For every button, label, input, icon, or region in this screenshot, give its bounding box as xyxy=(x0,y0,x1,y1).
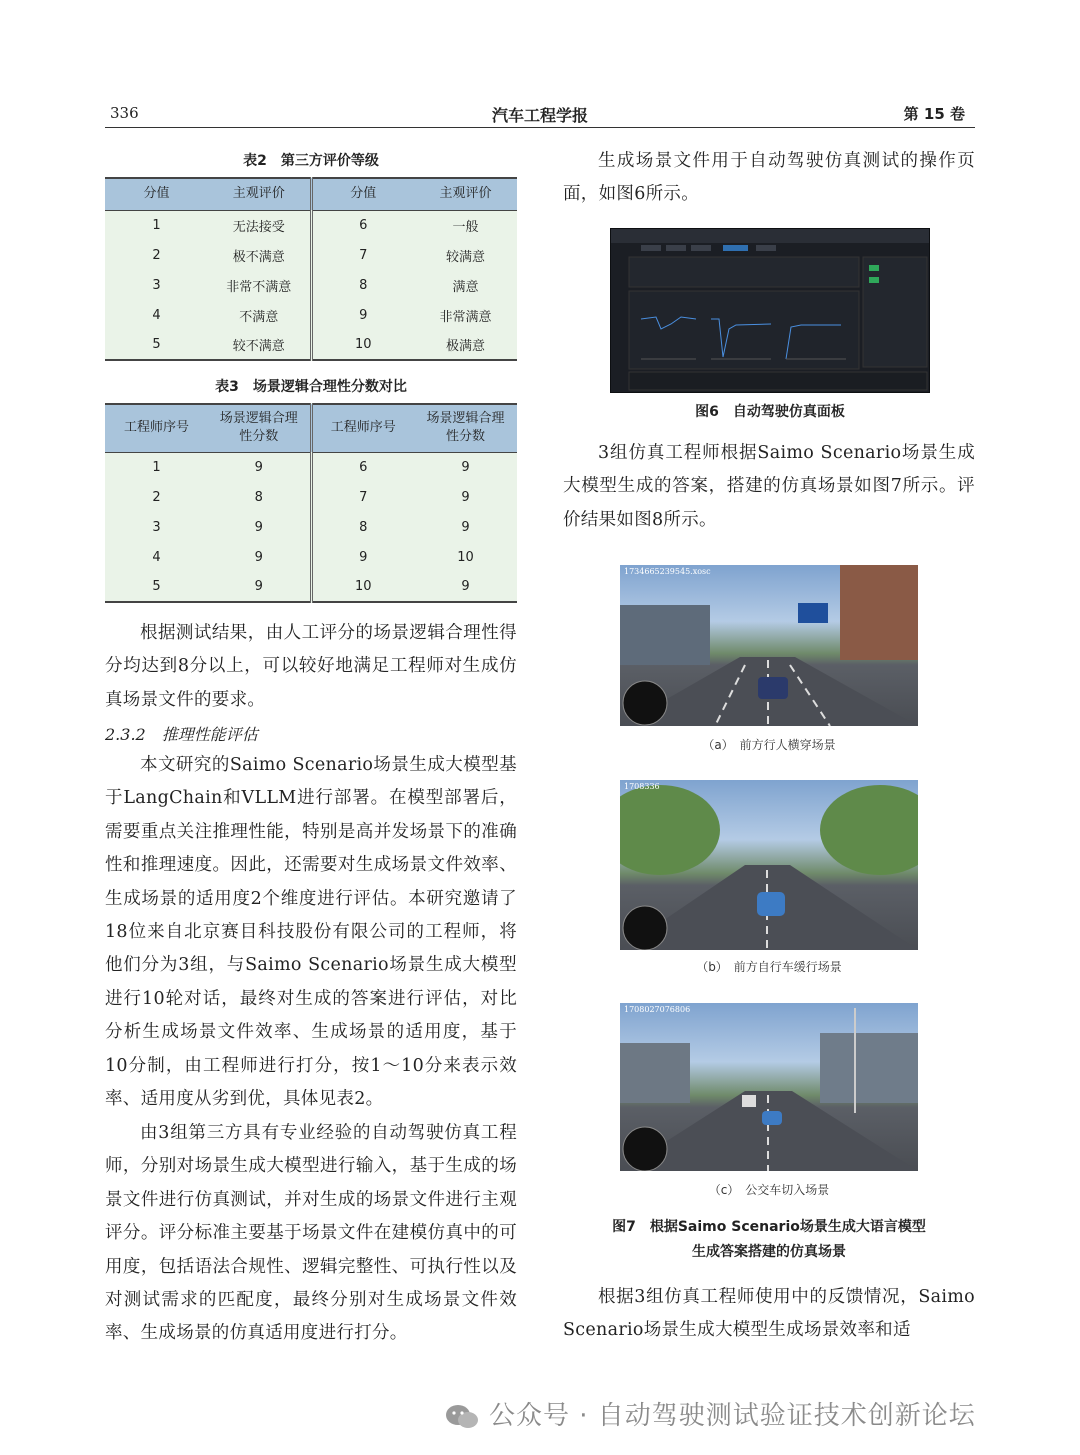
figure7-caption-line1: 图7 根据Saimo Scenario场景生成大语言模型 xyxy=(612,1219,926,1235)
table-cell: 9 xyxy=(414,572,517,602)
table-cell: 3 xyxy=(152,277,161,293)
table-cell: 1 xyxy=(152,459,161,475)
wechat-icon xyxy=(445,1404,479,1430)
scene-file-label: 1708027076806 xyxy=(624,1005,691,1014)
volume-label: 第 15 卷 xyxy=(903,105,965,123)
watermark-text: 公众号 · 自动驾驶测试验证技术创新论坛 xyxy=(489,1401,976,1431)
table-cell: 9 xyxy=(359,307,368,323)
table-row xyxy=(105,572,517,602)
figure7a-caption: （a） 前方行人横穿场景 xyxy=(702,738,836,752)
table-cell: 无法接受 xyxy=(208,210,311,240)
table-cell: 一般 xyxy=(452,219,479,235)
table-cell: 8 xyxy=(208,482,311,512)
table-row xyxy=(105,330,517,360)
table-cell: 10 xyxy=(457,549,474,565)
right-paragraph-3 xyxy=(563,1281,975,1348)
table-header-cell: 主观评价 xyxy=(208,178,311,210)
table-cell: 4 xyxy=(152,307,161,323)
paragraph-text: 根据3组仿真工程师使用中的反馈情况，Saimo Scenario场景生成大模型生成场景效率和适 xyxy=(563,1287,975,1341)
paragraph-text: 生成场景文件用于自动驾驶仿真测试的操作页面，如图6所示。 xyxy=(563,151,975,205)
table-cell: 非常满意 xyxy=(439,309,492,325)
right-paragraph-1 xyxy=(563,145,975,212)
table-row xyxy=(105,240,517,270)
paragraph-text: 3组仿真工程师根据Saimo Scenario场景生成大模型生成的答案，搭建的仿真场景如图7所示。评价结果如图8所示。 xyxy=(563,443,975,530)
figure7b-caption: （b） 前方自行车缓行场景 xyxy=(696,960,842,974)
paragraph-text: 本文研究的Saimo Scenario场景生成大模型基于LangChain和VLLM进行部署。在模型部署后，需要重点关注推理性能，特别是高并发场景下的准确性和推理速度。因此，还需要对生成场景文件效率、生成场景的适用度2个维度进行评估。本研究邀请了18位来自北京赛目科技股份有限公司的工程师，将他们分为3组，与Saimo Scenario场景生成大模型进行10轮对话，最终对生成的答案进行评估，对比分析生成场景文件效率、生成场景的适用度，基于10分制，由工程师进行打分，按1～10分来表示效率、适用度从劣到优，具体见表2。 xyxy=(105,755,517,1110)
table-row xyxy=(105,512,517,542)
table2 xyxy=(105,177,517,361)
table-cell: 非常不满意 xyxy=(208,270,311,300)
table-cell: 7 xyxy=(359,247,368,263)
figure7a-scene xyxy=(620,565,918,726)
table-cell: 9 xyxy=(359,549,368,565)
table-header-cell: 分值 xyxy=(311,178,414,210)
table-cell: 较满意 xyxy=(445,249,485,265)
page-number: 336 xyxy=(110,104,139,122)
table-cell: 9 xyxy=(461,519,470,535)
scene-file-label: 1734665239545.xosc xyxy=(624,567,711,576)
table-cell: 6 xyxy=(359,459,368,475)
table-row xyxy=(105,270,517,300)
figure6-simulation-panel xyxy=(610,228,930,393)
right-paragraph-2 xyxy=(563,437,975,537)
bus-cut-in-scene xyxy=(620,1003,918,1171)
table-cell: 8 xyxy=(359,519,368,535)
journal-title: 汽车工程学报 xyxy=(491,106,588,125)
table-cell: 不满意 xyxy=(208,300,311,330)
table-row xyxy=(105,542,517,572)
figure7c-scene xyxy=(620,1003,918,1171)
table-cell: 2 xyxy=(152,247,161,263)
left-paragraph-3 xyxy=(105,1117,517,1351)
table-header-cell: 主观评价 xyxy=(414,178,517,210)
bicycle-scene xyxy=(620,780,918,950)
table-cell: 9 xyxy=(461,459,470,475)
table-cell: 9 xyxy=(208,542,311,572)
table-cell: 满意 xyxy=(452,279,479,295)
table3-caption: 表3 场景逻辑合理性分数对比 xyxy=(215,379,407,395)
table-cell: 较不满意 xyxy=(208,330,311,360)
table-row xyxy=(105,300,517,330)
section-heading-2-3-2: 2.3.2 推理性能评估 xyxy=(105,725,258,744)
left-paragraph-2 xyxy=(105,749,517,1116)
figure7c-caption: （c） 公交车切入场景 xyxy=(708,1183,830,1197)
page-header xyxy=(105,100,975,128)
table-cell: 5 xyxy=(105,572,208,602)
table2-caption: 表2 第三方评价等级 xyxy=(243,153,379,169)
table-cell: 9 xyxy=(461,489,470,505)
paragraph-text: 由3组第三方具有专业经验的自动驾驶仿真工程师，分别对场景生成大模型进行输入，基于生成的场景文件进行仿真测试，并对生成的场景文件进行主观评分。评分标准主要基于场景文件在建模仿真中的可用度，包括语法合规性、逻辑完整性、可执行性以及对测试需求的匹配度，最终分别对生成场景文件效率、生成场景的仿真适用度进行打分。 xyxy=(105,1123,517,1344)
table-header-row xyxy=(105,178,517,210)
table3 xyxy=(105,403,517,603)
watermark xyxy=(445,1395,976,1432)
table-cell: 9 xyxy=(208,512,311,542)
table-header-row xyxy=(105,404,517,452)
table-cell: 极满意 xyxy=(414,330,517,360)
scene-file-label: 1708336 xyxy=(624,782,660,791)
left-paragraph-1 xyxy=(105,617,517,717)
table-cell: 9 xyxy=(208,572,311,602)
table-row xyxy=(105,210,517,240)
table-cell: 9 xyxy=(208,452,311,482)
table-row xyxy=(105,482,517,512)
table-header-cell: 场景逻辑合理性分数 xyxy=(208,404,311,452)
table-cell: 6 xyxy=(359,217,368,233)
table-cell: 3 xyxy=(152,519,161,535)
figure7-caption-line2: 生成答案搭建的仿真场景 xyxy=(692,1244,846,1260)
table-header-cell: 工程师序号 xyxy=(311,404,414,452)
table-cell: 2 xyxy=(152,489,161,505)
figure7b-scene xyxy=(620,780,918,950)
simulation-panel-illustration xyxy=(611,229,930,393)
paragraph-text: 根据测试结果，由人工评分的场景逻辑合理性得分均达到8分以上，可以较好地满足工程师对生成仿真场景文件的要求。 xyxy=(105,623,517,710)
table-cell: 极不满意 xyxy=(208,240,311,270)
figure6-caption: 图6 自动驾驶仿真面板 xyxy=(695,404,845,420)
table-header-cell: 分值 xyxy=(105,178,208,210)
table-cell: 10 xyxy=(311,572,414,602)
table-row xyxy=(105,452,517,482)
table-cell: 4 xyxy=(152,549,161,565)
table-cell: 1 xyxy=(152,217,161,233)
pedestrian-crossing-scene xyxy=(620,565,918,726)
table-cell: 7 xyxy=(359,489,368,505)
table-header-cell: 场景逻辑合理性分数 xyxy=(414,404,517,452)
table-header-cell: 工程师序号 xyxy=(105,404,208,452)
table-cell: 5 xyxy=(105,330,208,360)
table-cell: 8 xyxy=(359,277,368,293)
table-cell: 10 xyxy=(311,330,414,360)
